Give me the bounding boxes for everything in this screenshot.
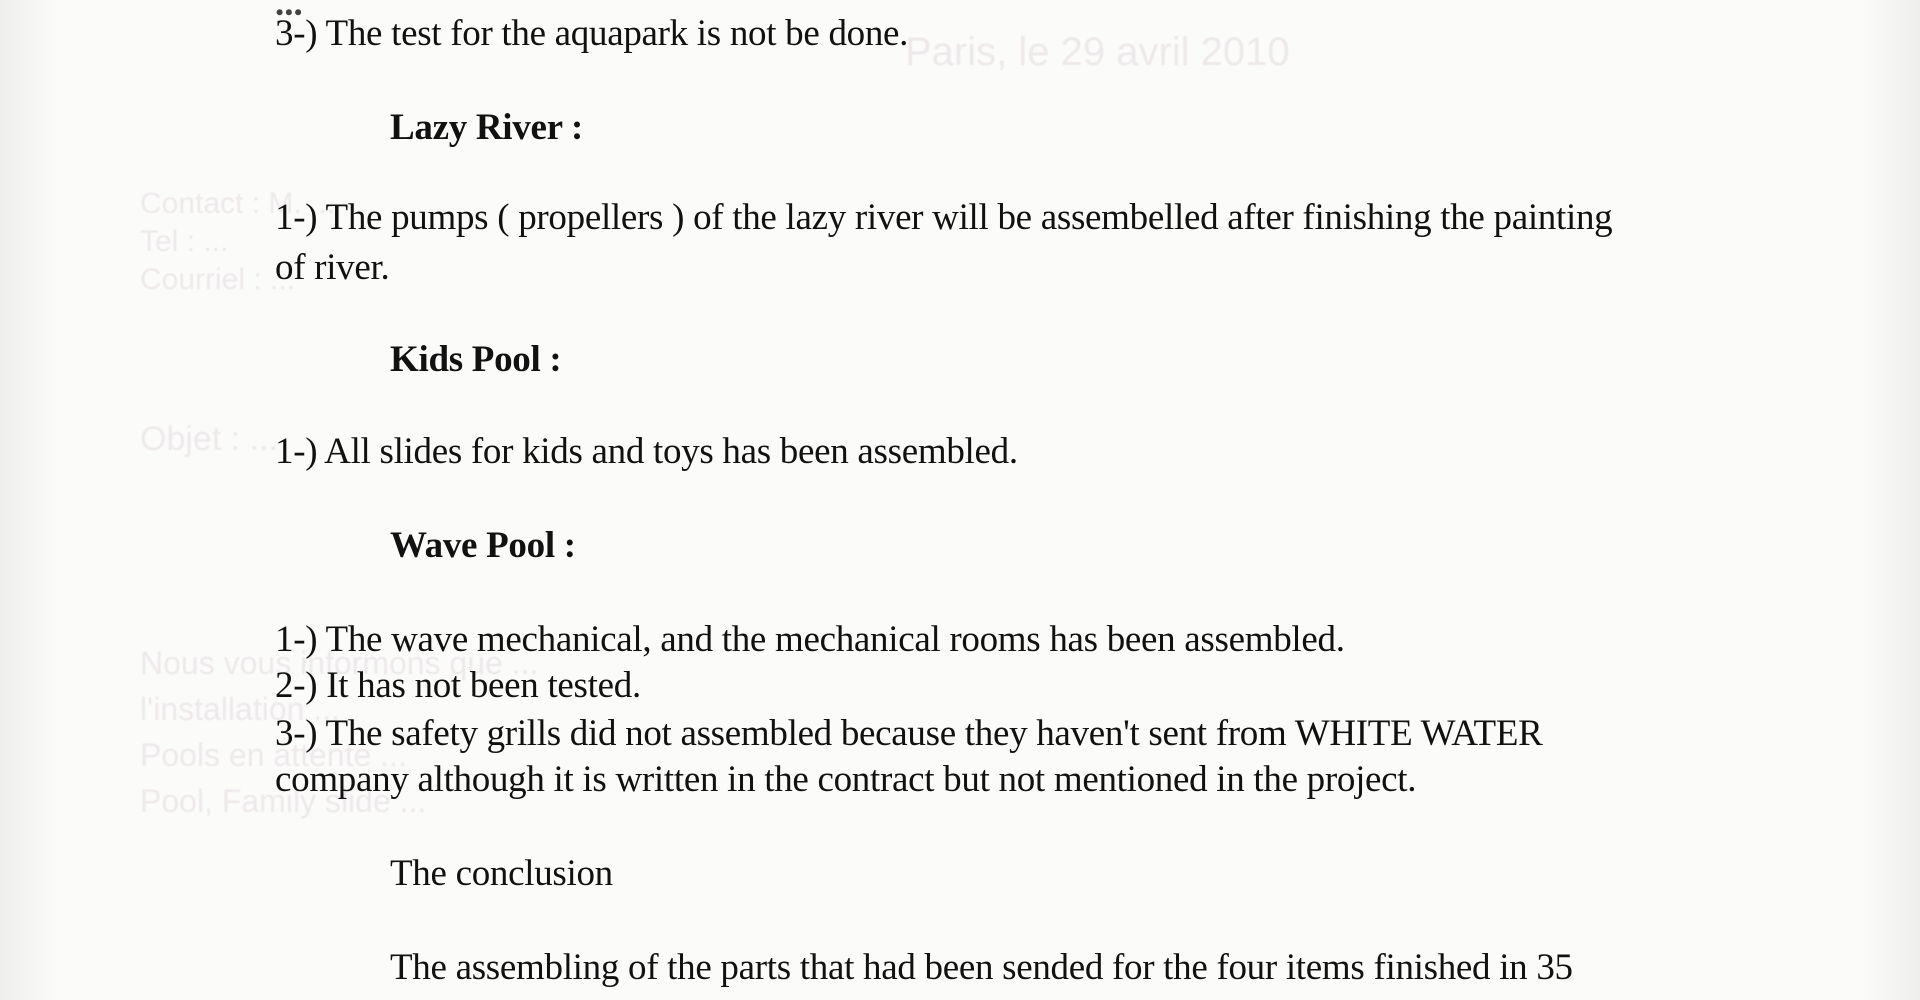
clipped-top-line: ... bbox=[275, 0, 303, 24]
lazy-river-heading: Lazy River : bbox=[390, 107, 583, 148]
bleed-through-body-line: l'installation ... bbox=[140, 691, 340, 727]
wave-pool-item-3-line-2: company although it is written in the contract but not mentioned in the project. bbox=[275, 759, 1417, 800]
bleed-through-body-line: Pools en attente ... bbox=[140, 737, 407, 773]
bleed-through-body-line: Pool, Family slide ... bbox=[140, 783, 427, 819]
aquapark-test-item: 3-) The test for the aquapark is not be done. bbox=[275, 13, 909, 54]
conclusion-line-1: The assembling of the parts that had been sended for the four items finished in 35 bbox=[390, 947, 1573, 988]
page-edge-shadow-right bbox=[1860, 0, 1920, 1000]
conclusion-heading: The conclusion bbox=[390, 853, 613, 894]
bleed-through-contact-line: Contact : M. ... bbox=[140, 187, 336, 220]
lazy-river-item-1-line-2: of river. bbox=[275, 247, 390, 288]
bleed-through-contact-line: Courriel : ... bbox=[140, 263, 296, 296]
wave-pool-item-3-line-1: 3-) The safety grills did not assembled because they haven't sent from WHITE WATER bbox=[275, 713, 1543, 754]
wave-pool-heading: Wave Pool : bbox=[390, 525, 576, 566]
kids-pool-heading: Kids Pool : bbox=[390, 339, 562, 380]
wave-pool-item-1: 1-) The wave mechanical, and the mechanical rooms has been assembled. bbox=[275, 619, 1345, 660]
bleed-through-title: Objet : ... bbox=[140, 420, 278, 458]
lazy-river-item-1-line-1: 1-) The pumps ( propellers ) of the lazy river will be assembelled after finishing the painting bbox=[275, 197, 1613, 238]
bleed-through-date: Paris, le 29 avril 2010 bbox=[905, 30, 1290, 74]
page-edge-shadow-left bbox=[0, 0, 60, 1000]
bleed-through-body-line: Nous vous informons que ... bbox=[140, 645, 539, 681]
kids-pool-item-1: 1-) All slides for kids and toys has been assembled. bbox=[275, 431, 1018, 472]
bleed-through-contact-line: Tel : ... bbox=[140, 225, 229, 258]
wave-pool-item-2: 2-) It has not been tested. bbox=[275, 665, 641, 706]
